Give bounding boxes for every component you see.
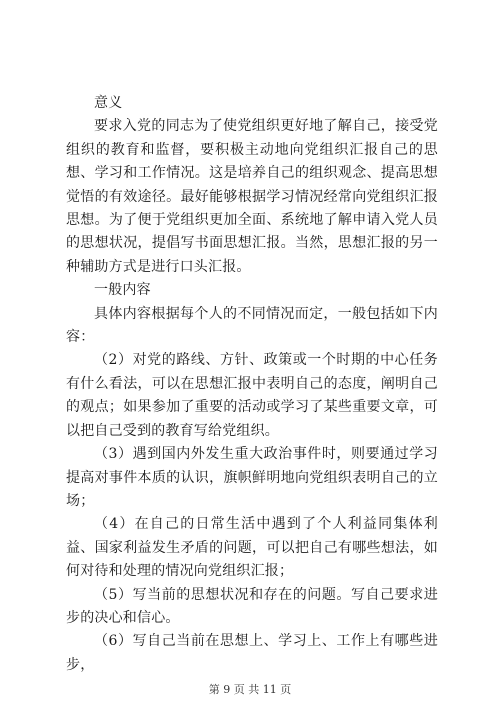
paragraph-intro: 具体内容根据每个人的不同情况而定，一般包括如下内容： bbox=[66, 305, 438, 346]
paragraph-item-2: （2）对党的路线、方针、政策或一个时期的中心任务有什么看法，可以在思想汇报中表明自己的态度，阐明自己的观点；如果参加了重要的活动或学习了某些重要文章，可以把自己受到的教育写给党组织。 bbox=[66, 352, 438, 439]
document-body bbox=[66, 92, 438, 677]
paragraph-meaning: 要求入党的同志为了使党组织更好地了解自己，接受党组织的教育和监督，要积极主动地向党组织汇报自己的思想、学习和工作情况。这是培养自己的组织观念、提高思想觉悟的有效途径。最好能够根据学习情况经常向党组织汇报思想。为了便于党组织更加全面、系统地了解申请入党人员的思想状况，提倡写书面思想汇报。当然，思想汇报的另一种辅助方式是进行口头汇报。 bbox=[66, 118, 438, 275]
section-heading-general-content: 一般内容 bbox=[94, 282, 151, 299]
paragraph-item-3: （3）遇到国内外发生重大政治事件时，则要通过学习提高对事件本质的认识，旗帜鲜明地向党组织表明自己的立场； bbox=[66, 446, 438, 509]
paragraph-item-6: （6）写自己当前在思想上、学习上、工作上有哪些进步， bbox=[66, 633, 438, 673]
paragraph-item-5: （5）写当前的思想状况和存在的问题。写自己要求进步的决心和信心。 bbox=[66, 586, 438, 626]
paragraph-item-4: （4）在自己的日常生活中遇到了个人利益同集体利益、国家利益发生矛盾的问题，可以把自己有哪些想法，如何对待和处理的情况向党组织汇报； bbox=[66, 516, 438, 580]
page-footer: 第 9 页 共 11 页 bbox=[208, 683, 292, 696]
section-heading-meaning: 意义 bbox=[94, 95, 123, 111]
